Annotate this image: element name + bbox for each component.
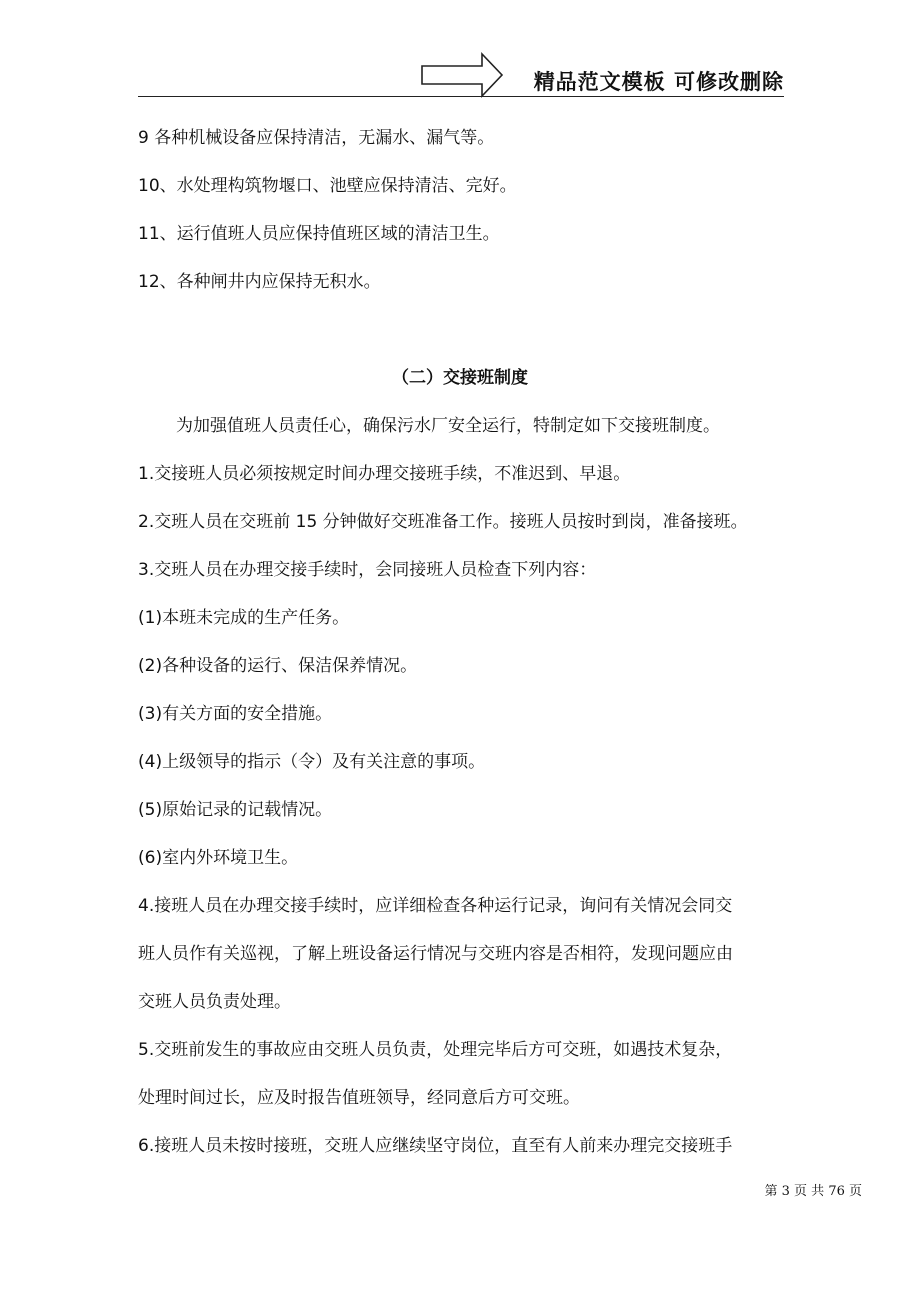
section-heading: （二）交接班制度: [392, 368, 528, 388]
text-line: 交班人员负责处理。: [138, 992, 291, 1012]
header-title: 精品范文模板 可修改删除: [533, 70, 784, 94]
text-line: 2.交班人员在交班前 15 分钟做好交班准备工作。接班人员按时到岗，准备接班。: [138, 512, 748, 532]
page-header: [138, 52, 784, 98]
list-item: 11、运行值班人员应保持值班区域的清洁卫生。: [138, 224, 500, 244]
list-item: 9 各种机械设备应保持清洁，无漏水、漏气等。: [138, 128, 495, 148]
intro-paragraph: 为加强值班人员责任心，确保污水厂安全运行，特制定如下交接班制度。: [176, 416, 720, 436]
text-line: 处理时间过长，应及时报告值班领导，经同意后方可交班。: [138, 1088, 580, 1108]
text-line: (1)本班未完成的生产任务。: [138, 608, 350, 628]
page-number: 第 3 页 共 76 页: [764, 1184, 862, 1199]
list-item: 12、各种闸井内应保持无积水。: [138, 272, 381, 292]
text-line: 4.接班人员在办理交接手续时，应详细检查各种运行记录，询问有关情况会同交: [138, 896, 733, 916]
text-line: (5)原始记录的记载情况。: [138, 800, 333, 820]
text-line: 5.交班前发生的事故应由交班人员负责，处理完毕后方可交班，如遇技术复杂，: [138, 1040, 733, 1060]
right-arrow-icon: [420, 52, 504, 98]
text-line: 6.接班人员未按时接班，交班人应继续坚守岗位，直至有人前来办理完交接班手: [138, 1136, 733, 1156]
text-line: 1.交接班人员必须按规定时间办理交接班手续，不准迟到、早退。: [138, 464, 631, 484]
text-line: (3)有关方面的安全措施。: [138, 704, 333, 724]
text-line: (4)上级领导的指示（令）及有关注意的事项。: [138, 752, 486, 772]
list-item: 10、水处理构筑物堰口、池壁应保持清洁、完好。: [138, 176, 517, 196]
header-divider: [138, 96, 784, 97]
text-line: (2)各种设备的运行、保洁保养情况。: [138, 656, 418, 676]
text-line: 班人员作有关巡视，了解上班设备运行情况与交班内容是否相符，发现问题应由: [138, 944, 733, 964]
text-line: 3.交班人员在办理交接手续时，会同接班人员检查下列内容：: [138, 560, 597, 580]
text-line: (6)室内外环境卫生。: [138, 848, 299, 868]
